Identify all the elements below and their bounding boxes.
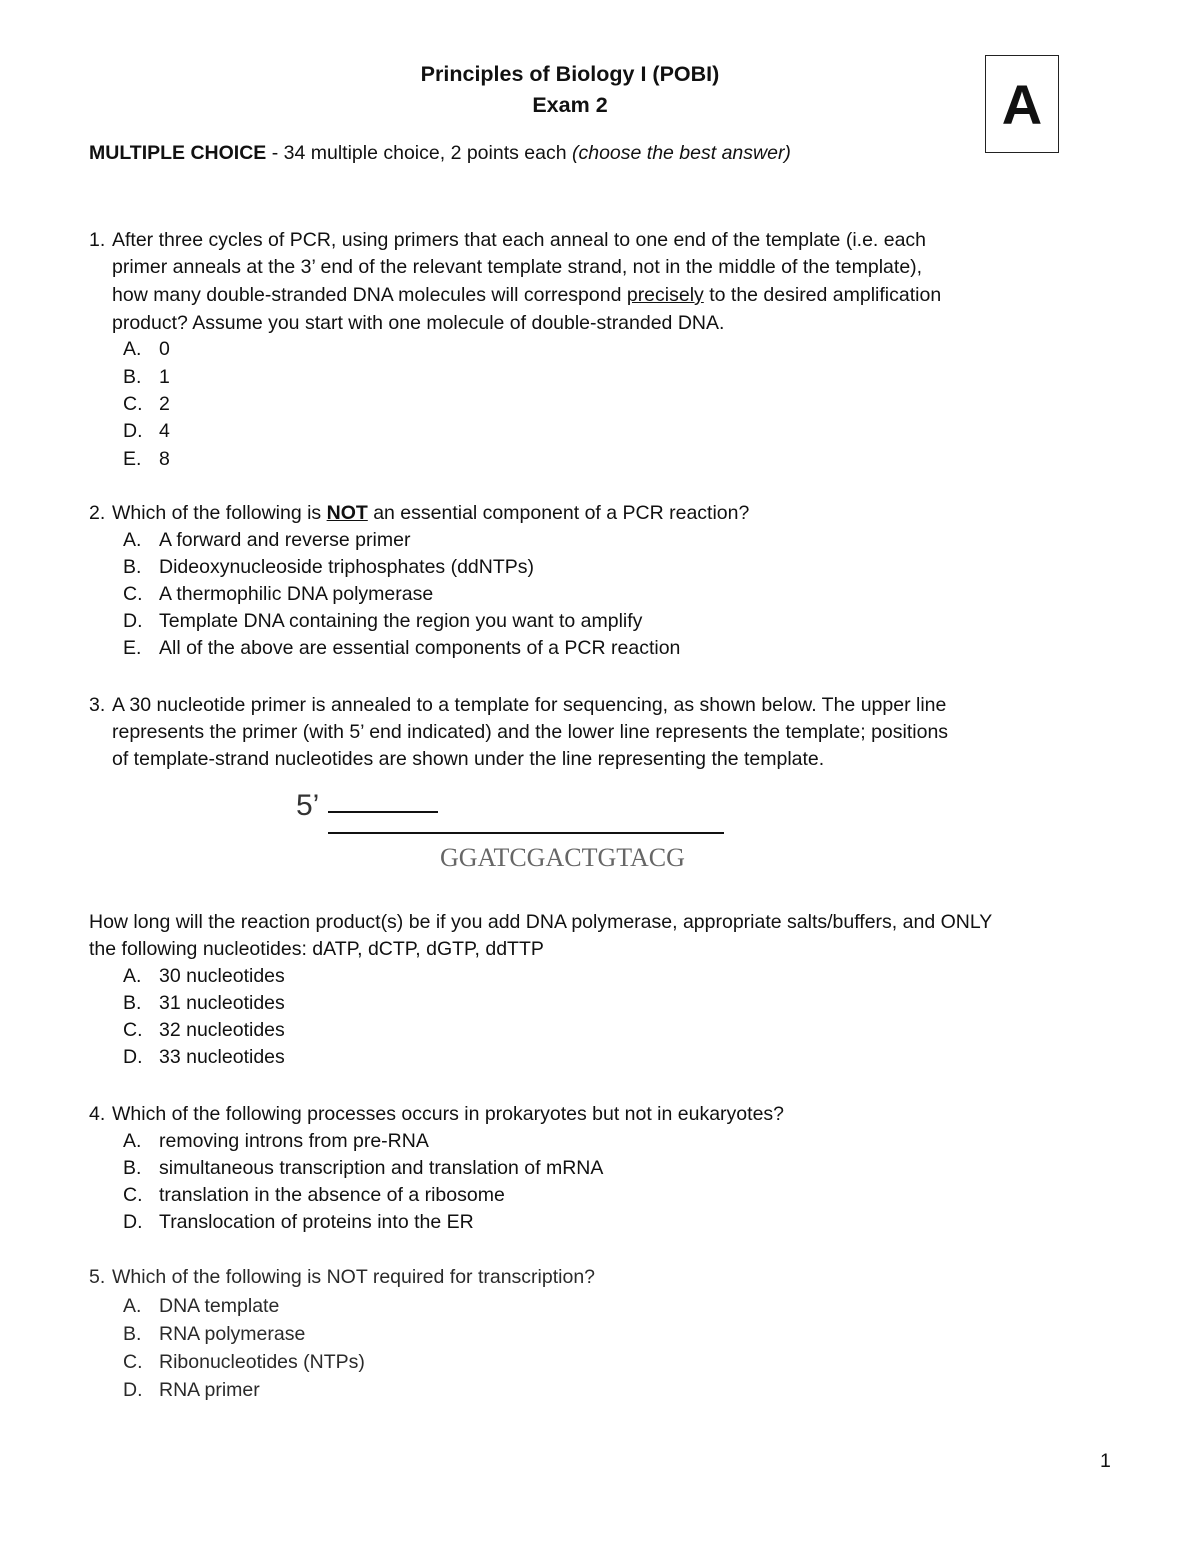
instructions-note: (choose the best answer) xyxy=(571,142,791,164)
option-text: RNA polymerase xyxy=(159,1323,306,1345)
option-letter: E. xyxy=(123,448,142,470)
question-text-line: product? Assume you start with one molecule of double-stranded DNA. xyxy=(112,312,725,334)
question-number: 4. xyxy=(89,1103,106,1125)
option-letter: E. xyxy=(123,637,142,659)
option-text: 31 nucleotides xyxy=(159,992,285,1014)
option-text: DNA template xyxy=(159,1295,280,1317)
question-text-line: A 30 nucleotide primer is annealed to a template for sequencing, as shown below. The upper line xyxy=(112,694,947,716)
option-letter: D. xyxy=(123,420,143,442)
option-letter: B. xyxy=(123,366,142,388)
page-number: 1 xyxy=(1100,1450,1111,1472)
option-text: 0 xyxy=(159,338,170,360)
exam-version-box xyxy=(985,55,1059,153)
option-text: Translocation of proteins into the ER xyxy=(159,1211,474,1233)
question-number: 2. xyxy=(89,502,106,524)
option-letter: D. xyxy=(123,1379,143,1401)
question-text-line: Which of the following is NOT an essential component of a PCR reaction? xyxy=(112,502,750,524)
option-letter: C. xyxy=(123,583,143,605)
option-text: 8 xyxy=(159,448,170,470)
emphasis-not: NOT xyxy=(326,502,368,524)
question-text-line: of template-strand nucleotides are shown under the line representing the template. xyxy=(112,748,825,770)
option-letter: C. xyxy=(123,1184,143,1206)
exam-version-letter: A xyxy=(1001,72,1043,136)
option-letter: D. xyxy=(123,1046,143,1068)
option-letter: A. xyxy=(123,529,142,551)
primer-5-prime-label: 5’ xyxy=(296,789,320,822)
option-text: RNA primer xyxy=(159,1379,260,1401)
question-number: 3. xyxy=(89,694,106,716)
question-text-line: primer anneals at the 3’ end of the relevant template strand, not in the middle of the template), xyxy=(112,256,923,278)
option-letter: B. xyxy=(123,1323,142,1345)
emphasis-precisely: precisely xyxy=(626,284,704,306)
exam-title: Principles of Biology I (POBI) xyxy=(420,62,720,86)
question-text-line: After three cycles of PCR, using primers that each anneal to one end of the template (i.e. each xyxy=(112,229,927,251)
option-letter: C. xyxy=(123,393,143,415)
option-text: 33 nucleotides xyxy=(159,1046,285,1068)
option-letter: B. xyxy=(123,556,142,578)
option-text: removing introns from pre-RNA xyxy=(159,1130,429,1152)
option-text: 4 xyxy=(159,420,170,442)
question-text-line: Which of the following is NOT required for transcription? xyxy=(112,1266,596,1288)
option-text: All of the above are essential components of a PCR reaction xyxy=(159,637,681,659)
option-letter: A. xyxy=(123,965,142,987)
option-text: Dideoxynucleoside triphosphates (ddNTPs) xyxy=(159,556,535,578)
option-letter: B. xyxy=(123,992,142,1014)
option-letter: A. xyxy=(123,1295,142,1317)
option-letter: B. xyxy=(123,1157,142,1179)
question-text-line: the following nucleotides: dATP, dCTP, dGTP, ddTTP xyxy=(89,938,544,960)
option-text: translation in the absence of a ribosome xyxy=(159,1184,505,1206)
primer-template-diagram xyxy=(290,780,750,880)
option-text: A forward and reverse primer xyxy=(159,529,411,551)
option-letter: A. xyxy=(123,338,142,360)
question-text-line: represents the primer (with 5’ end indicated) and the lower line represents the template; positions xyxy=(112,721,949,743)
exam-subtitle: Exam 2 xyxy=(532,93,608,117)
option-text: simultaneous transcription and translation of mRNA xyxy=(159,1157,604,1179)
option-letter: D. xyxy=(123,610,143,632)
question-number: 5. xyxy=(89,1266,106,1288)
option-text: 30 nucleotides xyxy=(159,965,285,987)
instructions-text: - 34 multiple choice, 2 points each xyxy=(266,142,572,164)
question-number: 1. xyxy=(89,229,106,251)
option-letter: D. xyxy=(123,1211,143,1233)
option-text: 1 xyxy=(159,366,170,388)
option-letter: C. xyxy=(123,1019,143,1041)
option-text: A thermophilic DNA polymerase xyxy=(159,583,434,605)
instructions xyxy=(89,142,791,165)
question-text-line: How long will the reaction product(s) be if you add DNA polymerase, appropriate salts/buffers, and ONLY xyxy=(89,911,993,933)
question-text-line: Which of the following processes occurs in prokaryotes but not in eukaryotes? xyxy=(112,1103,785,1125)
option-letter: C. xyxy=(123,1351,143,1373)
template-sequence: GGATCGACTGTACG xyxy=(440,843,685,872)
option-text: Template DNA containing the region you want to amplify xyxy=(159,610,643,632)
option-letter: A. xyxy=(123,1130,142,1152)
question-text-line: how many double-stranded DNA molecules will correspond precisely to the desired amplification xyxy=(112,284,942,306)
option-text: 32 nucleotides xyxy=(159,1019,285,1041)
option-text: Ribonucleotides (NTPs) xyxy=(159,1351,365,1373)
option-text: 2 xyxy=(159,393,170,415)
instructions-label: MULTIPLE CHOICE xyxy=(89,142,267,164)
